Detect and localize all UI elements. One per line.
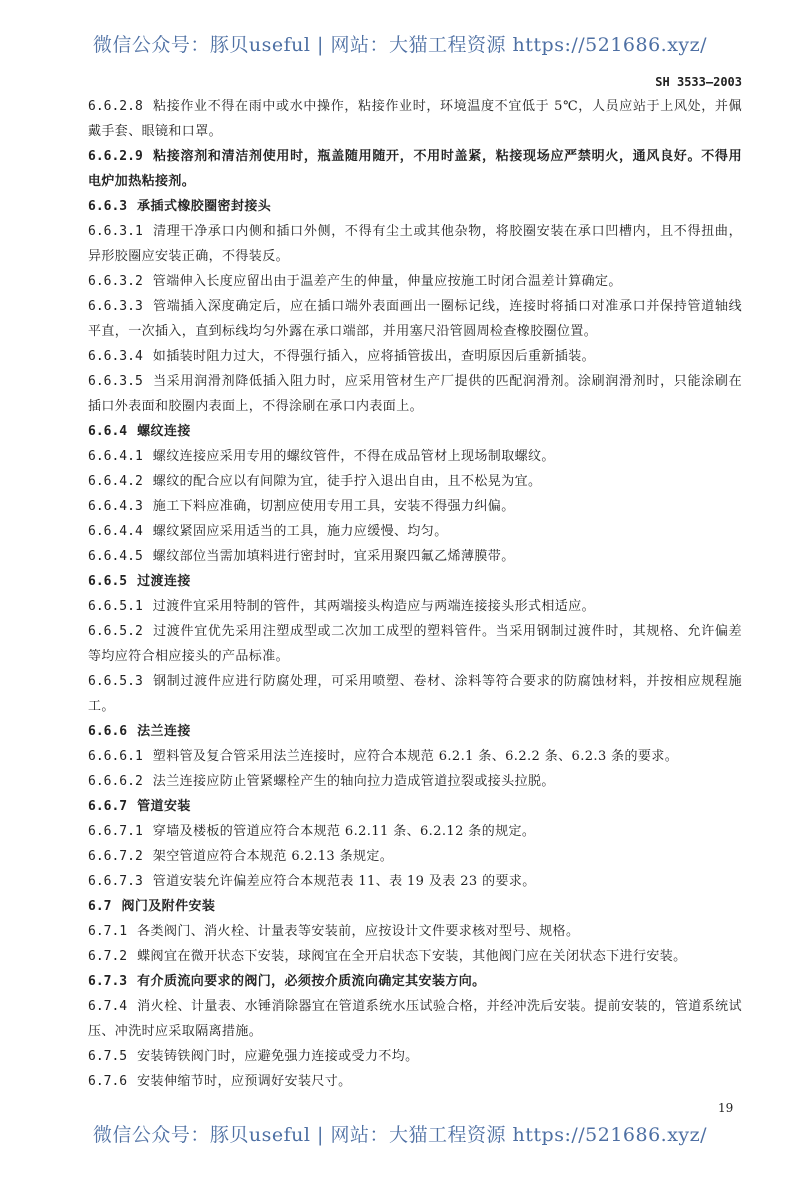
clause-number: 6.6.6 (88, 724, 128, 739)
clause-number: 6.6.4.4 (88, 524, 143, 539)
clause-text: 清理干净承口内侧和插口外侧，不得有尘土或其他杂物，将胶圈安装在承口凹槽内，且不得扭曲，异形胶圈应安装正确，不得装反。 (88, 224, 742, 264)
standard-code: SH 3533—2003 (655, 75, 742, 89)
clause-number: 6.6.3.1 (88, 224, 143, 239)
clause-number: 6.6.5.1 (88, 599, 143, 614)
clause-paragraph (88, 844, 742, 869)
clause-number: 6.6.7.2 (88, 849, 143, 864)
clause-text: 螺纹连接应采用专用的螺纹管件，不得在成品管材上现场制取螺纹。 (152, 449, 555, 464)
clause-number: 6.7 (88, 899, 112, 914)
clause-number: 6.6.3.5 (88, 374, 143, 389)
clause-text: 有介质流向要求的阀门，必须按介质流向确定其安装方向。 (137, 974, 486, 989)
clause-paragraph (88, 144, 742, 194)
clause-text: 过渡连接 (137, 574, 191, 589)
clause-number: 6.6.4.1 (88, 449, 143, 464)
clause-number: 6.6.3 (88, 199, 128, 214)
clause-number: 6.6.3.4 (88, 349, 143, 364)
clause-text: 钢制过渡件应进行防腐处理，可采用喷塑、卷材、涂料等符合要求的防腐蚀材料，并按相应规程施工。 (88, 674, 742, 714)
clause-number: 6.6.3.3 (88, 299, 143, 314)
section-heading (88, 894, 742, 919)
clause-paragraph (88, 669, 742, 719)
clause-paragraph (88, 969, 742, 994)
clause-text: 管端插入深度确定后，应在插口端外表面画出一圈标记线，连接时将插口对准承口并保持管道轴线平直，一次插入，直到标线均匀外露在承口端部，并用塞尺沿管圆周检查橡胶圈位置。 (88, 299, 742, 339)
clause-text: 过渡件宜采用特制的管件，其两端接头构造应与两端连接接头形式相适应。 (152, 599, 595, 614)
clause-text: 粘接溶剂和清洁剂使用时，瓶盖随用随开，不用时盖紧，粘接现场应严禁明火，通风良好。不得用电炉加热粘接剂。 (88, 149, 742, 189)
section-heading (88, 794, 742, 819)
clause-paragraph (88, 269, 742, 294)
section-heading (88, 194, 742, 219)
clause-number: 6.6.4.2 (88, 474, 143, 489)
clause-paragraph (88, 344, 742, 369)
clause-text: 安装铸铁阀门时，应避免强力连接或受力不均。 (137, 1049, 419, 1064)
clause-paragraph (88, 869, 742, 894)
clause-number: 6.7.3 (88, 974, 128, 989)
section-heading (88, 569, 742, 594)
section-heading (88, 719, 742, 744)
clause-paragraph (88, 944, 742, 969)
clause-number: 6.7.1 (88, 924, 128, 939)
clause-paragraph (88, 294, 742, 344)
clause-text: 螺纹的配合应以有间隙为宜，徒手拧入退出自由，且不松晃为宜。 (152, 474, 542, 489)
clause-paragraph (88, 494, 742, 519)
clause-number: 6.7.6 (88, 1074, 128, 1089)
clause-number: 6.6.5.2 (88, 624, 143, 639)
clause-paragraph (88, 544, 742, 569)
clause-paragraph (88, 769, 742, 794)
clause-text: 塑料管及复合管采用法兰连接时，应符合本规范 6.2.1 条、6.2.2 条、6.2.3 条的要求。 (152, 749, 679, 764)
clause-paragraph (88, 919, 742, 944)
page-number: 19 (718, 1101, 734, 1115)
clause-paragraph (88, 744, 742, 769)
watermark-top: 微信公众号：豚贝useful | 网站：大猫工程资源 https://521686.xyz/ (92, 34, 708, 56)
clause-text: 穿墙及楼板的管道应符合本规范 6.2.11 条、6.2.12 条的规定。 (152, 824, 536, 839)
clause-paragraph (88, 819, 742, 844)
clause-text: 法兰连接 (137, 724, 191, 739)
clause-number: 6.6.6.2 (88, 774, 143, 789)
clause-text: 管道安装允许偏差应符合本规范表 11、表 19 及表 23 的要求。 (152, 874, 536, 889)
document-body (88, 0, 742, 1094)
clause-number: 6.7.2 (88, 949, 128, 964)
clause-text: 安装伸缩节时，应预调好安装尺寸。 (137, 1074, 352, 1089)
clause-text: 消火栓、计量表、水锤消除器宜在管道系统水压试验合格，并经冲洗后安装。提前安装的，管道系统试压、冲洗时应采取隔离措施。 (88, 999, 742, 1039)
clause-number: 6.6.7.3 (88, 874, 143, 889)
clause-paragraph (88, 94, 742, 144)
clause-number: 6.6.4.5 (88, 549, 143, 564)
clause-paragraph (88, 619, 742, 669)
clause-paragraph (88, 1044, 742, 1069)
clause-text: 当采用润滑剂降低插入阻力时，应采用管材生产厂提供的匹配润滑剂。涂刷润滑剂时，只能涂刷在插口外表面和胶圈内表面上，不得涂刷在承口内表面上。 (88, 374, 742, 414)
clause-paragraph (88, 519, 742, 544)
clause-paragraph (88, 994, 742, 1044)
clause-text: 螺纹紧固应采用适当的工具，施力应缓慢、均匀。 (152, 524, 448, 539)
clause-paragraph (88, 469, 742, 494)
clause-text: 架空管道应符合本规范 6.2.13 条规定。 (152, 849, 394, 864)
clause-text: 管道安装 (137, 799, 191, 814)
clause-text: 粘接作业不得在雨中或水中操作，粘接作业时，环境温度不宜低于 5℃，人员应站于上风处，并佩戴手套、眼镜和口罩。 (88, 99, 742, 139)
clause-number: 6.6.6.1 (88, 749, 143, 764)
clause-number: 6.6.4.3 (88, 499, 143, 514)
clause-text: 法兰连接应防止管紧螺栓产生的轴向拉力造成管道拉裂或接头拉脱。 (152, 774, 555, 789)
clause-text: 如插装时阻力过大，不得强行插入，应将插管拔出，查明原因后重新插装。 (152, 349, 595, 364)
clause-number: 6.6.7.1 (88, 824, 143, 839)
clause-text: 蝶阀宜在微开状态下安装，球阀宜在全开启状态下安装，其他阀门应在关闭状态下进行安装。 (137, 949, 687, 964)
clause-number: 6.7.5 (88, 1049, 128, 1064)
clause-paragraph (88, 1069, 742, 1094)
clause-paragraph (88, 369, 742, 419)
clause-number: 6.6.7 (88, 799, 128, 814)
clause-number: 6.6.3.2 (88, 274, 143, 289)
clause-text: 螺纹部位当需加填料进行密封时，宜采用聚四氟乙烯薄膜带。 (152, 549, 515, 564)
clause-number: 6.6.5 (88, 574, 128, 589)
watermark-bottom: 微信公众号：豚贝useful | 网站：大猫工程资源 https://521686.xyz/ (92, 1124, 708, 1146)
clause-paragraph (88, 594, 742, 619)
clause-number: 6.6.4 (88, 424, 128, 439)
clause-number: 6.6.2.9 (88, 149, 143, 164)
section-heading (88, 419, 742, 444)
clause-number: 6.6.2.8 (88, 99, 143, 114)
clause-text: 各类阀门、消火栓、计量表等安装前，应按设计文件要求核对型号、规格。 (137, 924, 580, 939)
clause-number: 6.7.4 (88, 999, 128, 1014)
clause-paragraph (88, 444, 742, 469)
clause-text: 过渡件宜优先采用注塑成型或二次加工成型的塑料管件。当采用钢制过渡件时，其规格、允许偏差等均应符合相应接头的产品标准。 (88, 624, 742, 664)
clause-number: 6.6.5.3 (88, 674, 143, 689)
clause-text: 承插式橡胶圈密封接头 (137, 199, 272, 214)
clause-text: 阀门及附件安装 (121, 899, 216, 914)
clause-text: 施工下料应准确，切割应使用专用工具，安装不得强力纠偏。 (152, 499, 515, 514)
clause-text: 管端伸入长度应留出由于温差产生的伸量，伸量应按施工时闭合温差计算确定。 (152, 274, 622, 289)
clause-paragraph (88, 219, 742, 269)
clause-text: 螺纹连接 (137, 424, 191, 439)
